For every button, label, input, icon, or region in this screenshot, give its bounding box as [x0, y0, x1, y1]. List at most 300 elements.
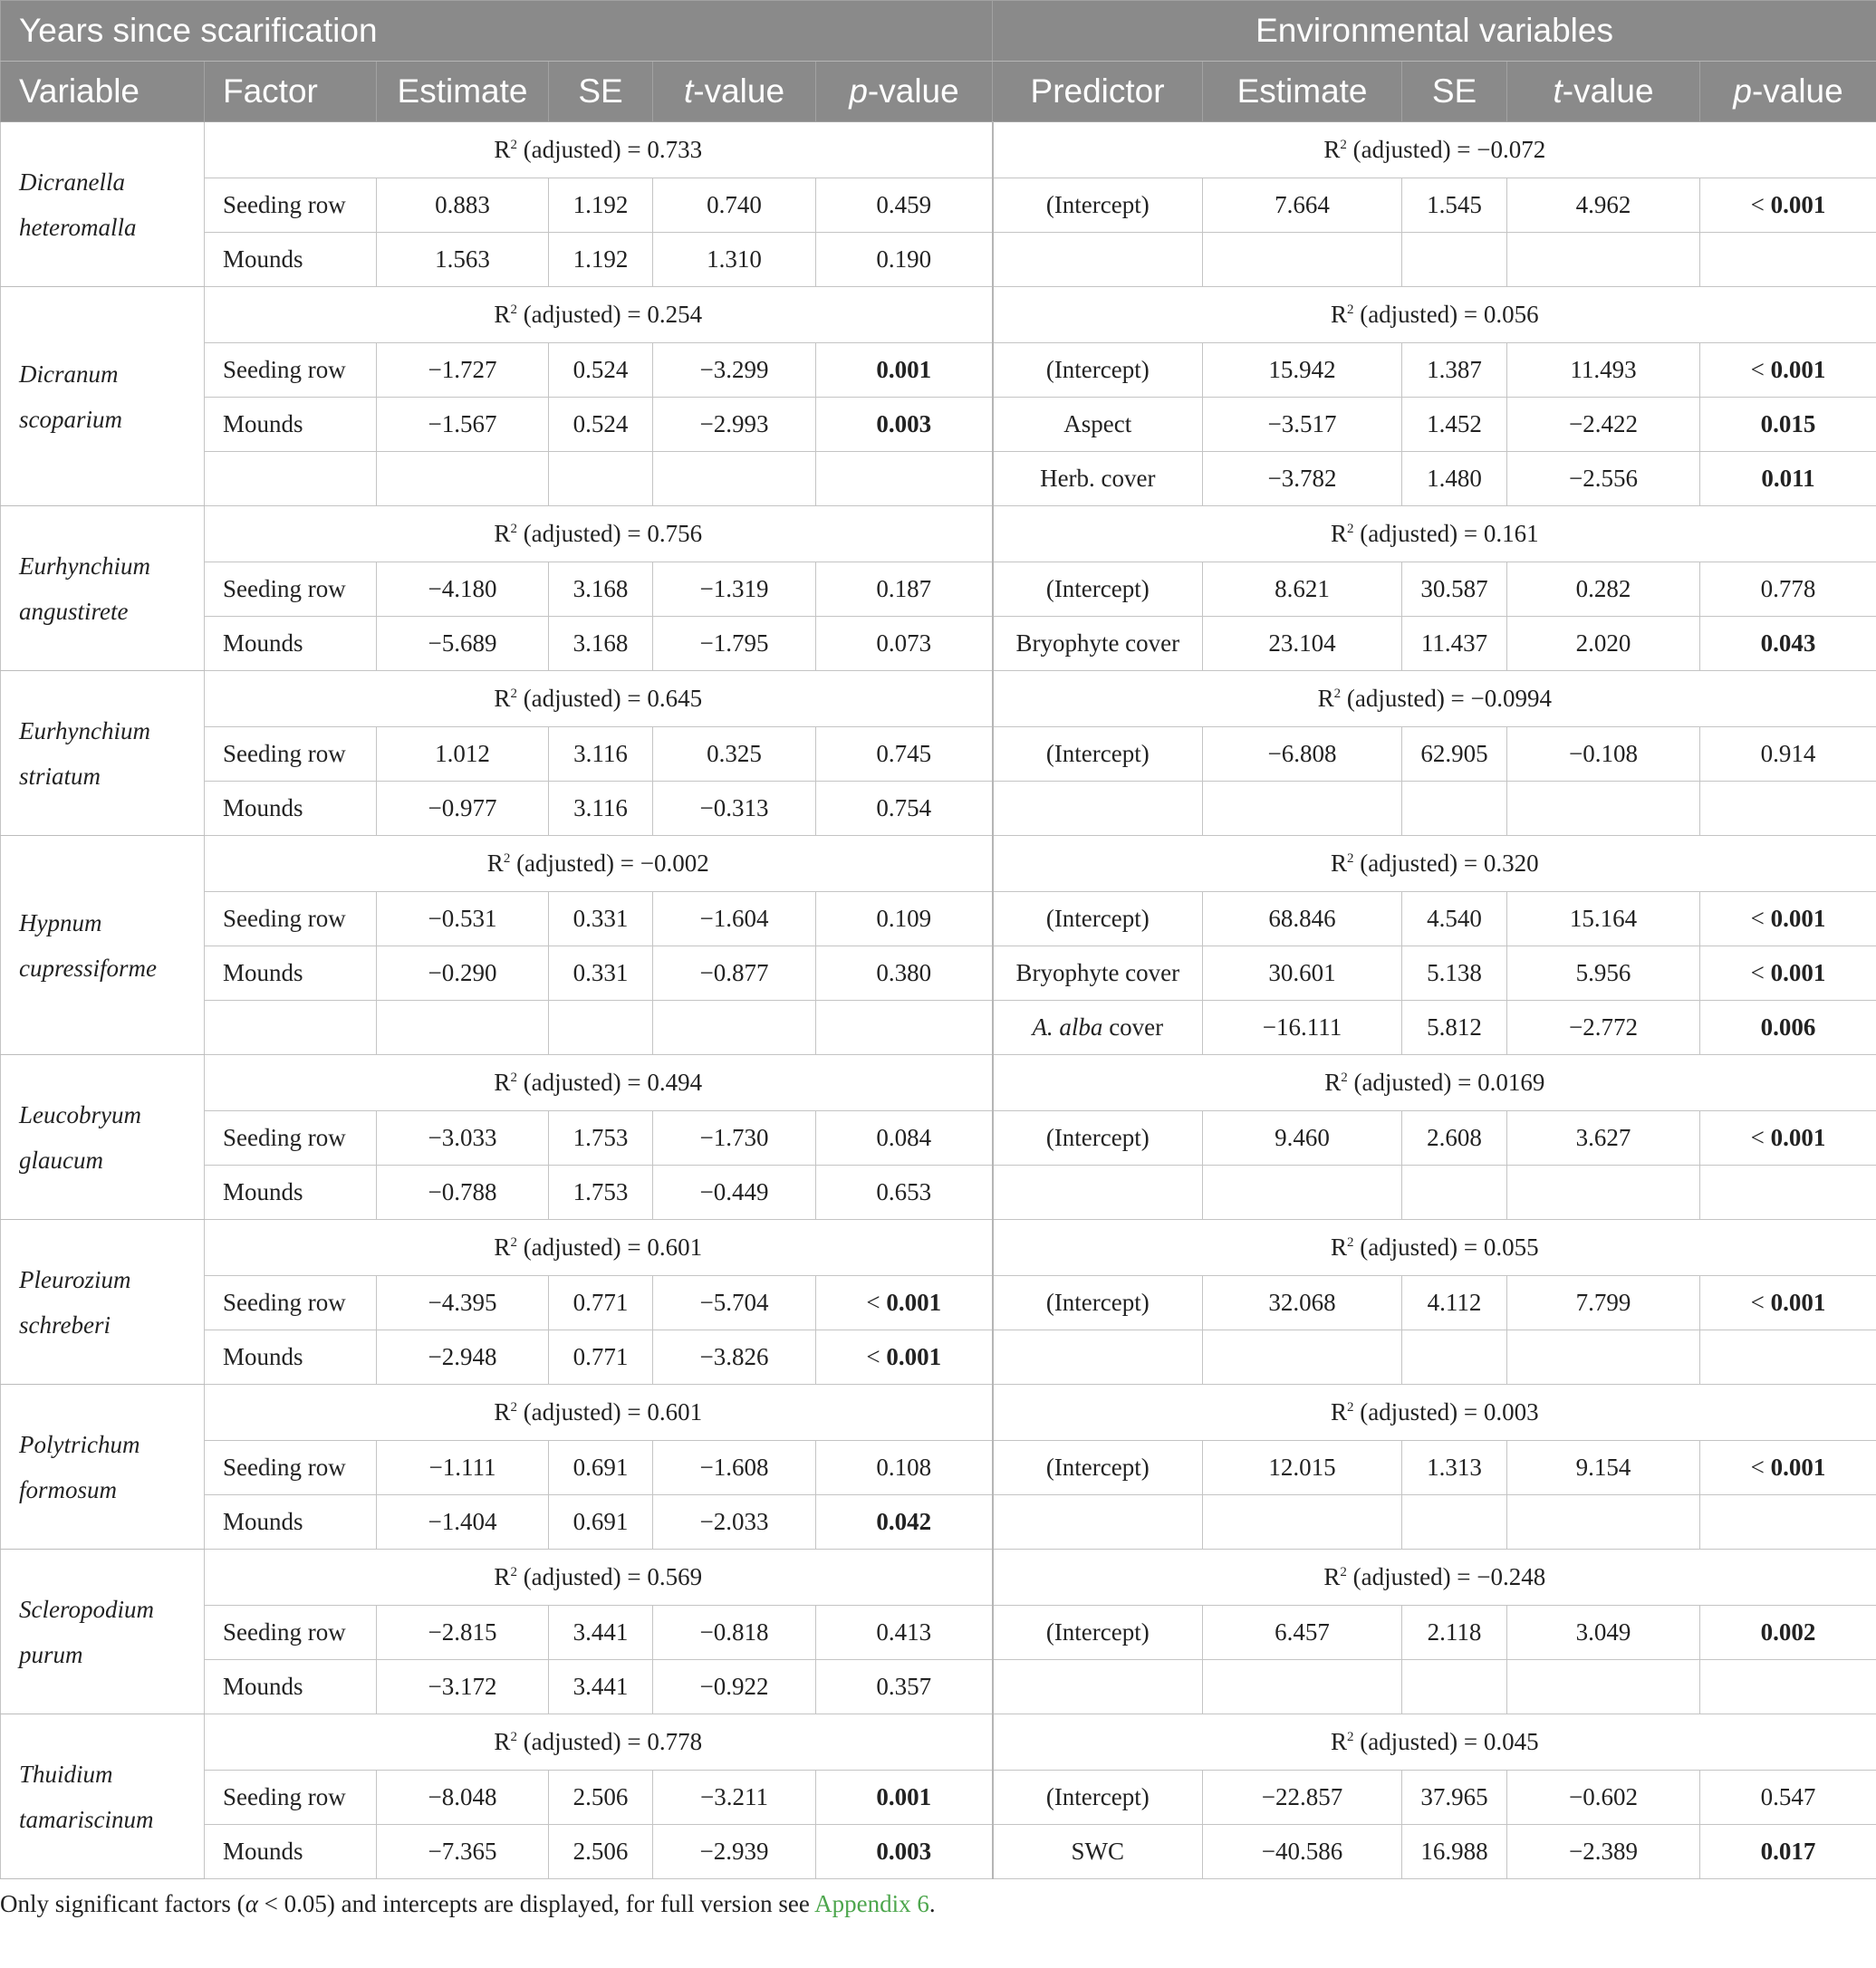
species-name: Polytrichum formosum	[1, 1385, 205, 1550]
table-row	[1, 1276, 1876, 1330]
se-cell: 3.441	[549, 1660, 653, 1714]
estimate-cell: −0.977	[377, 782, 549, 836]
p-value-cell	[816, 1276, 993, 1330]
p-value-cell	[816, 398, 993, 452]
estimate-cell: −4.395	[377, 1276, 549, 1330]
estimate-cell: −1.567	[377, 398, 549, 452]
predictor-name: (Intercept)	[1045, 1454, 1150, 1481]
table-row	[1, 727, 1876, 782]
p-value-cell	[816, 1825, 993, 1879]
p-value-cell	[816, 1606, 993, 1660]
env-p-value-cell	[1700, 727, 1876, 782]
env-t-value-cell: 9.154	[1507, 1441, 1700, 1495]
r2-value: −0.248	[1477, 1563, 1546, 1590]
se-cell: 3.116	[549, 782, 653, 836]
predictor-cell	[993, 1495, 1203, 1550]
se-cell: 3.168	[549, 617, 653, 671]
predictor-name: A. alba	[1032, 1013, 1103, 1041]
factor-cell: Mounds	[205, 1495, 377, 1550]
factor-cell: Mounds	[205, 782, 377, 836]
p-value-cell	[816, 562, 993, 617]
se-cell: 0.771	[549, 1276, 653, 1330]
p-value-cell	[816, 1111, 993, 1166]
factor-cell: Seeding row	[205, 343, 377, 398]
r2-symbol: $R^2$	[494, 1069, 517, 1096]
table-row	[1, 233, 1876, 287]
se-cell	[549, 452, 653, 506]
predictor-cell	[993, 1441, 1203, 1495]
predictor-cell	[993, 1276, 1203, 1330]
p-prefix: <	[1750, 905, 1771, 932]
env-t-value-cell: 2.020	[1507, 617, 1700, 671]
p-value: 0.745	[876, 740, 932, 767]
r2-value: 0.0169	[1477, 1069, 1545, 1096]
env-p-value-cell	[1700, 1330, 1876, 1385]
t-value-cell: 0.325	[653, 727, 816, 782]
p-value: 0.084	[876, 1124, 932, 1151]
env-se-cell	[1402, 233, 1507, 287]
predictor-cell	[993, 1166, 1203, 1220]
r2-left	[205, 836, 993, 892]
se-cell: 3.116	[549, 727, 653, 782]
se-cell: 1.192	[549, 233, 653, 287]
t-value-cell: 1.310	[653, 233, 816, 287]
r2-symbol: $R^2$	[494, 1728, 517, 1755]
se-cell: 0.524	[549, 343, 653, 398]
predictor-cell	[993, 1771, 1203, 1825]
predictor-name: (Intercept)	[1045, 356, 1150, 383]
species-name: Dicranella heteromalla	[1, 122, 205, 287]
p-value: 0.187	[876, 575, 932, 602]
table-row	[1, 946, 1876, 1001]
t-value-cell: −0.818	[653, 1606, 816, 1660]
predictor-suffix: cover	[1102, 1013, 1164, 1041]
factor-cell: Seeding row	[205, 1606, 377, 1660]
env-se-cell: 2.118	[1402, 1606, 1507, 1660]
env-se-cell: 11.437	[1402, 617, 1507, 671]
env-se-cell: 4.112	[1402, 1276, 1507, 1330]
p-value: 0.754	[876, 794, 932, 821]
factor-cell: Seeding row	[205, 1276, 377, 1330]
r2-label: (adjusted) =	[523, 1563, 648, 1590]
r2-left	[205, 1055, 993, 1111]
col-header-predictor: Predictor	[993, 62, 1203, 122]
predictor-name: (Intercept)	[1045, 740, 1150, 767]
p-value: 0.001	[1770, 1124, 1826, 1151]
p-value-cell	[816, 1441, 993, 1495]
p-value: 0.001	[876, 356, 932, 383]
p-value: 0.001	[1770, 1289, 1826, 1316]
r2-label: (adjusted) =	[1353, 1069, 1478, 1096]
env-p-value-cell	[1700, 1166, 1876, 1220]
t-value-cell: −0.449	[653, 1166, 816, 1220]
se-cell: 0.331	[549, 892, 653, 946]
env-p-value-cell	[1700, 398, 1876, 452]
predictor-cell	[993, 398, 1203, 452]
se-cell: 0.771	[549, 1330, 653, 1385]
r2-symbol: $R^2$	[494, 1398, 517, 1426]
r2-value: 0.056	[1483, 301, 1539, 328]
predictor-name: (Intercept)	[1045, 191, 1150, 218]
p-value: 0.413	[876, 1618, 932, 1646]
predictor-name: (Intercept)	[1045, 1618, 1150, 1646]
r2-symbol: $R^2$	[1330, 1234, 1354, 1261]
table-row	[1, 398, 1876, 452]
p-symbol: p	[1733, 72, 1752, 110]
t-value-cell: −3.211	[653, 1771, 816, 1825]
r2-value: 0.645	[647, 685, 703, 712]
r2-symbol: $R^2$	[494, 520, 517, 547]
estimate-cell: −3.033	[377, 1111, 549, 1166]
col-header-env-t-value	[1507, 62, 1700, 122]
p-value: 0.914	[1760, 740, 1816, 767]
table-row	[1, 1550, 1876, 1606]
r2-label: (adjusted) =	[1352, 136, 1477, 163]
value-suffix: -value	[867, 72, 959, 110]
r2-value: 0.601	[647, 1398, 703, 1426]
r2-value: 0.320	[1483, 850, 1539, 877]
p-value-cell	[816, 1001, 993, 1055]
p-prefix: <	[1750, 191, 1771, 218]
env-estimate-cell	[1203, 1660, 1402, 1714]
estimate-cell	[377, 452, 549, 506]
table-row	[1, 562, 1876, 617]
species-name: Dicranum scoparium	[1, 287, 205, 506]
predictor-cell	[993, 1606, 1203, 1660]
p-value: 0.001	[886, 1343, 942, 1370]
env-se-cell: 1.452	[1402, 398, 1507, 452]
r2-symbol: $R^2$	[1324, 1069, 1348, 1096]
predictor-name: Bryophyte cover	[1015, 629, 1180, 657]
factor-cell: Seeding row	[205, 1111, 377, 1166]
env-t-value-cell: 7.799	[1507, 1276, 1700, 1330]
p-prefix: <	[1750, 959, 1771, 986]
env-p-value-cell	[1700, 1825, 1876, 1879]
table-row	[1, 452, 1876, 506]
r2-value: 0.494	[647, 1069, 703, 1096]
env-estimate-cell: −3.517	[1203, 398, 1402, 452]
table-row	[1, 671, 1876, 727]
p-value: 0.459	[876, 191, 932, 218]
predictor-cell	[993, 343, 1203, 398]
predictor-name: Bryophyte cover	[1015, 959, 1180, 986]
env-estimate-cell: 68.846	[1203, 892, 1402, 946]
appendix-link[interactable]: Appendix 6	[814, 1890, 929, 1917]
estimate-cell: −8.048	[377, 1771, 549, 1825]
factor-cell: Seeding row	[205, 892, 377, 946]
col-header-t-value	[653, 62, 816, 122]
r2-right	[993, 122, 1876, 178]
env-estimate-cell: 30.601	[1203, 946, 1402, 1001]
col-header-factor: Factor	[205, 62, 377, 122]
p-value-cell	[816, 617, 993, 671]
predictor-name: (Intercept)	[1045, 1783, 1150, 1810]
p-value: 0.190	[876, 245, 932, 273]
r2-left	[205, 1385, 993, 1441]
env-estimate-cell: 9.460	[1203, 1111, 1402, 1166]
table-row	[1, 1606, 1876, 1660]
p-value-cell	[816, 782, 993, 836]
env-estimate-cell: −16.111	[1203, 1001, 1402, 1055]
r2-label: (adjusted) =	[523, 1069, 648, 1096]
factor-cell: Seeding row	[205, 562, 377, 617]
r2-value: 0.756	[647, 520, 703, 547]
t-value-cell: −1.604	[653, 892, 816, 946]
table-row	[1, 506, 1876, 562]
env-t-value-cell: 15.164	[1507, 892, 1700, 946]
env-t-value-cell	[1507, 1166, 1700, 1220]
env-p-value-cell	[1700, 452, 1876, 506]
factor-cell: Seeding row	[205, 178, 377, 233]
table-row	[1, 1441, 1876, 1495]
env-t-value-cell: 3.627	[1507, 1111, 1700, 1166]
env-p-value-cell	[1700, 1276, 1876, 1330]
p-value: 0.015	[1760, 410, 1816, 437]
col-header-env-estimate: Estimate	[1203, 62, 1402, 122]
env-se-cell: 1.545	[1402, 178, 1507, 233]
env-t-value-cell: 0.282	[1507, 562, 1700, 617]
r2-left	[205, 506, 993, 562]
env-se-cell: 30.587	[1402, 562, 1507, 617]
p-prefix: <	[1750, 356, 1771, 383]
env-estimate-cell: 15.942	[1203, 343, 1402, 398]
se-cell: 1.192	[549, 178, 653, 233]
p-value: 0.001	[876, 1783, 932, 1810]
species-name: Pleurozium schreberi	[1, 1220, 205, 1385]
p-value: 0.011	[1761, 465, 1815, 492]
species-name: Leucobryum glaucum	[1, 1055, 205, 1220]
estimate-cell: −7.365	[377, 1825, 549, 1879]
env-t-value-cell	[1507, 233, 1700, 287]
table-row	[1, 617, 1876, 671]
estimate-cell: −0.531	[377, 892, 549, 946]
t-value-cell: −2.939	[653, 1825, 816, 1879]
r2-value: −0.002	[640, 850, 709, 877]
r2-symbol: $R^2$	[1323, 1563, 1347, 1590]
table-row	[1, 1825, 1876, 1879]
p-value: 0.001	[1770, 1454, 1826, 1481]
env-se-cell: 16.988	[1402, 1825, 1507, 1879]
env-t-value-cell: −2.422	[1507, 398, 1700, 452]
r2-label: (adjusted) =	[1352, 1563, 1477, 1590]
t-value-cell: −3.826	[653, 1330, 816, 1385]
r2-left	[205, 122, 993, 178]
header-column-row	[1, 62, 1876, 122]
env-se-cell: 4.540	[1402, 892, 1507, 946]
env-t-value-cell: 11.493	[1507, 343, 1700, 398]
env-t-value-cell: −0.602	[1507, 1771, 1700, 1825]
factor-cell: Mounds	[205, 1660, 377, 1714]
r2-label: (adjusted) =	[1360, 301, 1484, 328]
table-row	[1, 1055, 1876, 1111]
env-p-value-cell	[1700, 1660, 1876, 1714]
r2-label: (adjusted) =	[523, 685, 648, 712]
env-t-value-cell: −2.556	[1507, 452, 1700, 506]
r2-value: 0.254	[647, 301, 703, 328]
p-prefix: <	[866, 1289, 887, 1316]
group-header-years: Years since scarification	[1, 1, 993, 62]
estimate-cell: −3.172	[377, 1660, 549, 1714]
env-t-value-cell: 5.956	[1507, 946, 1700, 1001]
env-se-cell: 62.905	[1402, 727, 1507, 782]
r2-label: (adjusted) =	[523, 520, 648, 547]
table-row	[1, 836, 1876, 892]
p-value: 0.001	[1770, 905, 1826, 932]
env-se-cell: 2.608	[1402, 1111, 1507, 1166]
p-value-cell	[816, 1771, 993, 1825]
env-t-value-cell	[1507, 1495, 1700, 1550]
p-value-cell	[816, 1330, 993, 1385]
col-header-env-se: SE	[1402, 62, 1507, 122]
r2-symbol: $R^2$	[486, 850, 511, 877]
se-cell: 2.506	[549, 1771, 653, 1825]
env-estimate-cell: 32.068	[1203, 1276, 1402, 1330]
species-name: Eurhynchium striatum	[1, 671, 205, 836]
factor-cell: Mounds	[205, 398, 377, 452]
p-value: 0.108	[876, 1454, 932, 1481]
value-suffix: -value	[1751, 72, 1843, 110]
p-value: 0.017	[1760, 1838, 1816, 1865]
estimate-cell: −0.290	[377, 946, 549, 1001]
p-value: 0.006	[1760, 1013, 1816, 1041]
t-value-cell: −0.877	[653, 946, 816, 1001]
p-value-cell	[816, 1166, 993, 1220]
r2-left	[205, 1714, 993, 1771]
t-value-cell: −2.993	[653, 398, 816, 452]
t-value-cell: −0.922	[653, 1660, 816, 1714]
r2-right	[993, 1220, 1876, 1276]
species-name: Scleropodium purum	[1, 1550, 205, 1714]
r2-symbol: $R^2$	[494, 136, 517, 163]
r2-label: (adjusted) =	[523, 136, 648, 163]
table-row	[1, 1771, 1876, 1825]
table-row	[1, 122, 1876, 178]
estimate-cell: 1.563	[377, 233, 549, 287]
r2-value: −0.0994	[1470, 685, 1553, 712]
value-suffix: -value	[693, 72, 785, 110]
r2-symbol: $R^2$	[494, 1234, 517, 1261]
predictor-cell	[993, 727, 1203, 782]
estimate-cell: −1.727	[377, 343, 549, 398]
predictor-cell	[993, 892, 1203, 946]
estimate-cell: −4.180	[377, 562, 549, 617]
factor-cell: Mounds	[205, 617, 377, 671]
t-symbol: t	[1553, 72, 1563, 110]
p-value: 0.380	[876, 959, 932, 986]
env-t-value-cell	[1507, 782, 1700, 836]
t-value-cell: −3.299	[653, 343, 816, 398]
t-value-cell: −2.033	[653, 1495, 816, 1550]
table-row	[1, 1714, 1876, 1771]
se-cell: 0.331	[549, 946, 653, 1001]
env-p-value-cell	[1700, 343, 1876, 398]
t-value-cell	[653, 452, 816, 506]
env-p-value-cell	[1700, 617, 1876, 671]
env-p-value-cell	[1700, 233, 1876, 287]
p-prefix: <	[1750, 1454, 1771, 1481]
r2-value: 0.569	[647, 1563, 703, 1590]
col-header-estimate: Estimate	[377, 62, 549, 122]
estimate-cell: 0.883	[377, 178, 549, 233]
estimate-cell: −0.788	[377, 1166, 549, 1220]
predictor-name: Herb. cover	[1040, 465, 1156, 492]
predictor-cell	[993, 946, 1203, 1001]
p-value: 0.043	[1760, 629, 1816, 657]
env-se-cell: 5.138	[1402, 946, 1507, 1001]
env-estimate-cell	[1203, 1166, 1402, 1220]
p-value: 0.001	[1770, 959, 1826, 986]
t-value-cell: −1.795	[653, 617, 816, 671]
r2-left	[205, 1550, 993, 1606]
env-p-value-cell	[1700, 562, 1876, 617]
t-value-cell: −1.730	[653, 1111, 816, 1166]
estimate-cell: −1.111	[377, 1441, 549, 1495]
table-footnote	[0, 1879, 1876, 1918]
p-value-cell	[816, 178, 993, 233]
r2-label: (adjusted) =	[1360, 520, 1484, 547]
env-p-value-cell	[1700, 782, 1876, 836]
r2-value: 0.733	[647, 136, 703, 163]
p-symbol: p	[849, 72, 868, 110]
table-row	[1, 1385, 1876, 1441]
env-estimate-cell	[1203, 1495, 1402, 1550]
factor-cell	[205, 1001, 377, 1055]
estimate-cell: −2.948	[377, 1330, 549, 1385]
predictor-cell	[993, 1330, 1203, 1385]
p-prefix: <	[866, 1343, 887, 1370]
col-header-p-value	[816, 62, 993, 122]
t-value-cell: −1.608	[653, 1441, 816, 1495]
table-row	[1, 1495, 1876, 1550]
r2-label: (adjusted) =	[1360, 1234, 1484, 1261]
factor-cell	[205, 452, 377, 506]
p-value-cell	[816, 1660, 993, 1714]
p-value-cell	[816, 343, 993, 398]
r2-value: 0.778	[647, 1728, 703, 1755]
r2-symbol: $R^2$	[1330, 301, 1354, 328]
se-cell: 2.506	[549, 1825, 653, 1879]
r2-label: (adjusted) =	[523, 301, 648, 328]
env-t-value-cell	[1507, 1660, 1700, 1714]
r2-symbol: $R^2$	[1317, 685, 1342, 712]
predictor-cell	[993, 782, 1203, 836]
env-se-cell	[1402, 1166, 1507, 1220]
r2-right	[993, 506, 1876, 562]
t-value-cell: −1.319	[653, 562, 816, 617]
env-p-value-cell	[1700, 178, 1876, 233]
env-p-value-cell	[1700, 1441, 1876, 1495]
env-t-value-cell	[1507, 1330, 1700, 1385]
se-cell: 3.441	[549, 1606, 653, 1660]
env-se-cell: 1.313	[1402, 1441, 1507, 1495]
p-value: 0.109	[876, 905, 932, 932]
predictor-name: (Intercept)	[1045, 1124, 1150, 1151]
se-cell: 0.691	[549, 1441, 653, 1495]
env-estimate-cell: 6.457	[1203, 1606, 1402, 1660]
table-row	[1, 1220, 1876, 1276]
r2-right	[993, 1385, 1876, 1441]
table-row	[1, 1330, 1876, 1385]
factor-cell: Seeding row	[205, 727, 377, 782]
p-value: 0.357	[876, 1673, 932, 1700]
env-p-value-cell	[1700, 946, 1876, 1001]
r2-symbol: $R^2$	[1330, 1398, 1354, 1426]
r2-symbol: $R^2$	[494, 301, 517, 328]
footnote-suffix: .	[928, 1890, 936, 1917]
p-value: 0.073	[876, 629, 932, 657]
estimate-cell: −2.815	[377, 1606, 549, 1660]
r2-value: 0.045	[1483, 1728, 1539, 1755]
